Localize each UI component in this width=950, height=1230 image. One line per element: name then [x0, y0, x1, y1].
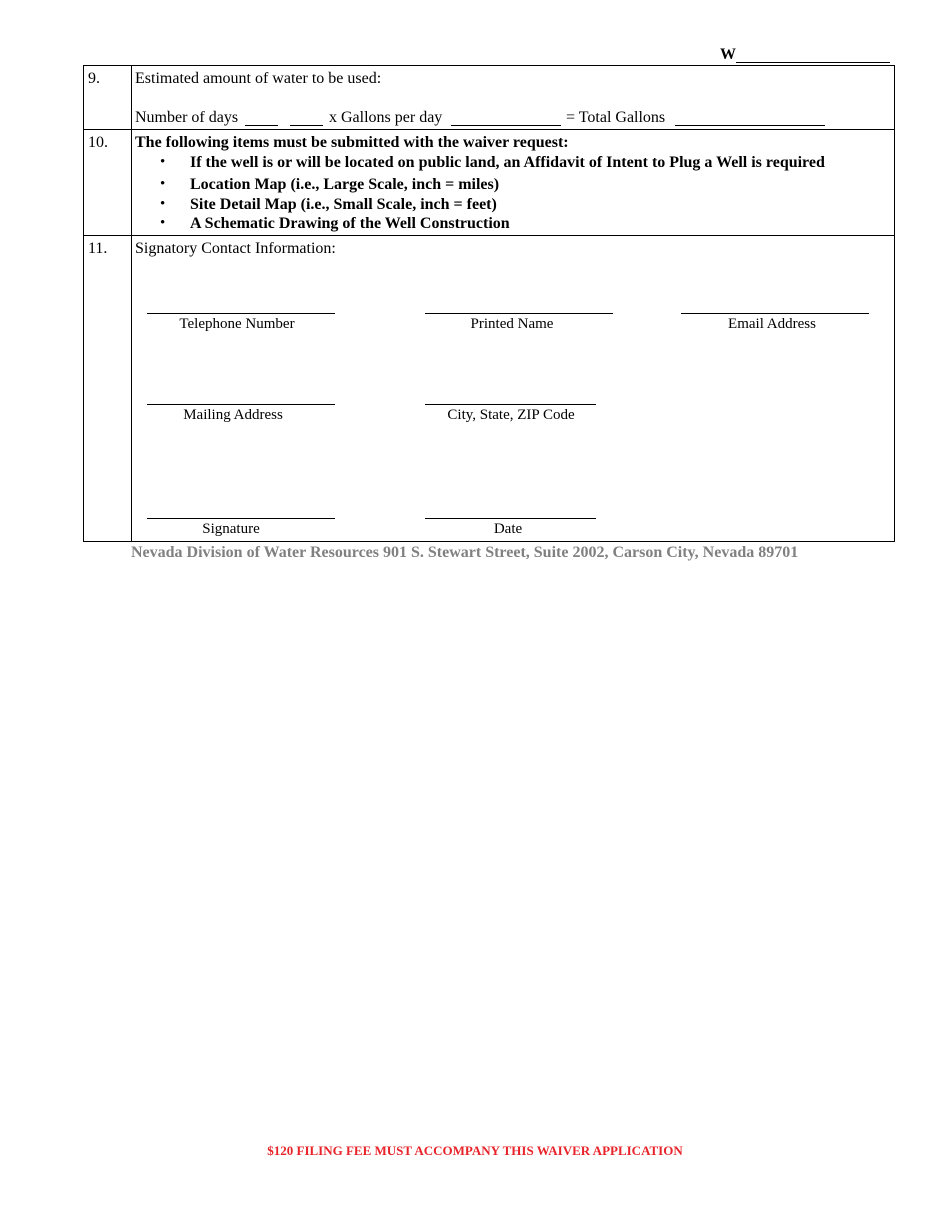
mailing-address-field[interactable] [147, 404, 335, 405]
row-divider-10-11 [83, 235, 895, 236]
bullet-icon: • [160, 196, 166, 212]
bullet-icon: • [160, 176, 166, 192]
row-number-10: 10. [88, 134, 108, 151]
table-border-top [83, 65, 895, 66]
requirement-item: A Schematic Drawing of the Well Construction [190, 215, 510, 232]
city-state-zip-field[interactable] [425, 404, 596, 405]
requirement-item: Location Map (i.e., Large Scale, inch = miles) [190, 176, 500, 193]
total-gallons-label: = Total Gallons [566, 109, 666, 126]
row-divider-9-10 [83, 129, 895, 130]
email-caption: Email Address [728, 316, 816, 332]
waiver-number-field[interactable] [736, 62, 890, 63]
gallons-per-day-field[interactable] [451, 125, 561, 126]
row9-title: Estimated amount of water to be used: [135, 70, 382, 87]
mailing-address-caption: Mailing Address [183, 407, 283, 423]
date-caption: Date [493, 521, 523, 537]
telephone-field[interactable] [147, 313, 335, 314]
waiver-number-label: W [720, 46, 736, 63]
table-border-left [83, 65, 84, 541]
table-border-right [894, 65, 895, 541]
city-state-zip-caption: City, State, ZIP Code [447, 407, 575, 423]
days-label: Number of days [135, 109, 239, 126]
requirement-item: If the well is or will be located on public land, an Affidavit of Intent to Plug a Well is required [190, 154, 825, 171]
printed-name-field[interactable] [425, 313, 613, 314]
bullet-icon: • [160, 215, 166, 231]
table-column-divider [131, 65, 132, 541]
requirement-item: Site Detail Map (i.e., Small Scale, inch = feet) [190, 196, 497, 213]
email-field[interactable] [681, 313, 869, 314]
row-number-11: 11. [88, 240, 108, 257]
days-field-b[interactable] [290, 125, 323, 126]
row-number-9: 9. [88, 70, 100, 87]
bullet-icon: • [160, 154, 166, 170]
total-gallons-field[interactable] [675, 125, 825, 126]
printed-name-caption: Printed Name [470, 316, 554, 332]
signature-caption: Signature [202, 521, 260, 537]
telephone-caption: Telephone Number [179, 316, 295, 332]
signature-field[interactable] [147, 518, 335, 519]
gallons-label: x Gallons per day [329, 109, 443, 126]
date-field[interactable] [425, 518, 596, 519]
filing-fee-notice: $120 FILING FEE MUST ACCOMPANY THIS WAIVER APPLICATION [267, 1143, 683, 1158]
table-border-bottom [83, 541, 895, 542]
row11-title: Signatory Contact Information: [135, 240, 336, 257]
row10-title: The following items must be submitted with the waiver request: [135, 134, 569, 151]
days-field-a[interactable] [245, 125, 278, 126]
agency-address: Nevada Division of Water Resources 901 S. Stewart Street, Suite 2002, Carson City, Nevada 89701 [131, 544, 799, 561]
